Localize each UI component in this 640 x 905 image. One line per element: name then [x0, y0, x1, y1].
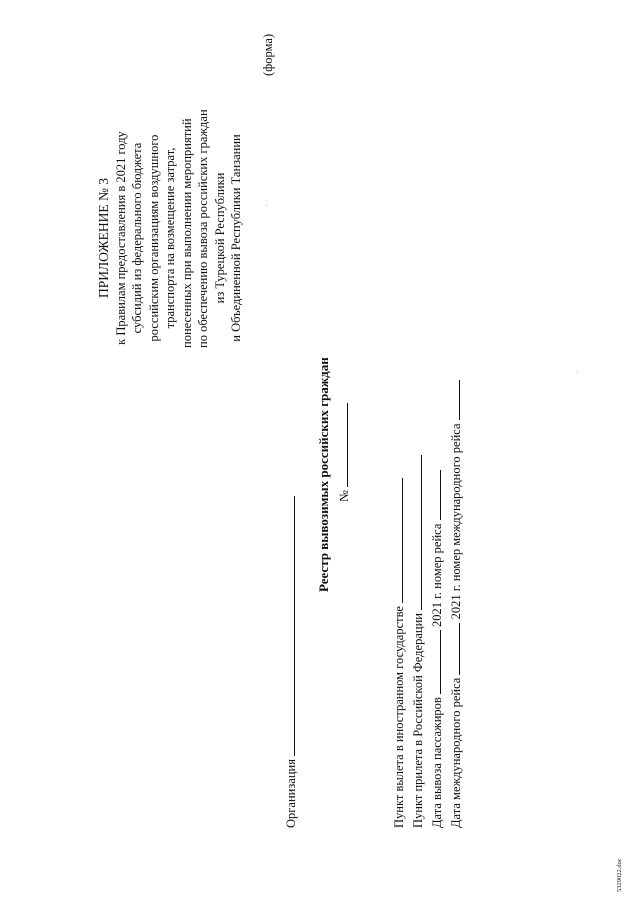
scan-speck: [266, 205, 267, 206]
number-label: №: [337, 490, 351, 502]
organization-label: Организация: [284, 759, 298, 828]
appendix-line-4: транспорта на возмещение затрат,: [163, 147, 177, 329]
appendix-line-5: понесенных при выполнении мероприятий: [179, 118, 194, 348]
intl-flight-date-field[interactable]: [448, 623, 460, 675]
document-title: Реестр вывозимых российских граждан: [316, 357, 331, 592]
appendix-line-6: по обеспечению вывоза российских граждан: [196, 109, 210, 348]
number-row: [336, 403, 352, 502]
export-date-field[interactable]: [429, 630, 441, 694]
appendix-line-7: из Турецкой Республики: [212, 172, 227, 304]
organization-field[interactable]: [283, 496, 295, 756]
departure-point-label: Пункт вылета в иностранном государстве: [392, 606, 406, 828]
organization-row: [283, 496, 299, 828]
intl-flight-row: [448, 380, 464, 828]
departure-point-field[interactable]: [391, 478, 403, 603]
intl-flight-number-field[interactable]: [448, 380, 460, 420]
appendix-title: ПРИЛОЖЕНИЕ № 3: [96, 177, 111, 299]
arrival-point-field[interactable]: [410, 455, 422, 610]
appendix-line-1: к Правилам предоставления в 2021 году: [113, 131, 128, 345]
export-flight-label: 2021 г. номер рейса: [430, 523, 444, 627]
export-date-row: [429, 470, 445, 828]
appendix-header: [96, 109, 245, 348]
footer-code: 5329022.doc: [616, 858, 623, 892]
appendix-line-2: субсидий из федерального бюджета: [130, 142, 144, 334]
scan-speck: [577, 372, 578, 373]
intl-flight-number-label: 2021 г. номер международного рейса: [449, 423, 463, 620]
intl-flight-date-label: Дата международного рейса: [449, 677, 463, 828]
arrival-point-row: [410, 455, 426, 828]
appendix-line-8: и Объединенной Республики Танзании: [229, 134, 243, 342]
departure-point-row: [391, 478, 407, 828]
export-flight-field[interactable]: [429, 470, 441, 520]
export-date-label: Дата вывоза пассажиров: [430, 697, 444, 828]
appendix-line-3: российским организациям воздушного: [146, 134, 161, 342]
number-field[interactable]: [336, 403, 348, 487]
arrival-point-label: Пункт прилета в Российской Федерации: [411, 613, 425, 828]
form-label: (форма): [261, 33, 275, 76]
